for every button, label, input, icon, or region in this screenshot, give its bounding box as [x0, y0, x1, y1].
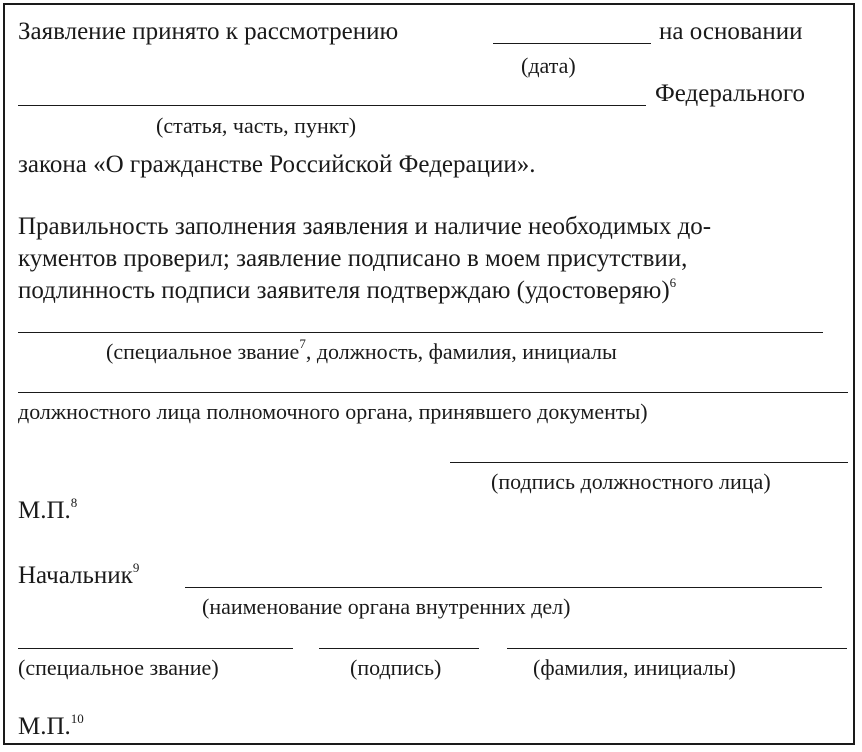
official-name-line[interactable]	[18, 392, 848, 393]
date-line[interactable]	[493, 43, 651, 44]
stamp-label-2: М.П.$^{10}$	[18, 711, 84, 740]
article-caption: (статья, часть, пункт)	[156, 113, 357, 138]
chief-signature-line[interactable]	[319, 648, 479, 649]
federal-text: Федерального	[655, 80, 806, 107]
official-signature-line[interactable]	[450, 462, 848, 463]
chief-label: Начальник$^9$	[18, 560, 140, 589]
verification-line-2: кументов проверил; заявление подписано в моем присутствии,	[18, 245, 688, 272]
footnote-6: 6	[669, 275, 677, 290]
verification-line-3: подлинность подписи заявителя подтверждаю (удостоверяю)$^6$	[18, 275, 677, 304]
footnote-10: 10	[70, 711, 84, 726]
chief-name-caption: (фамилия, инициалы)	[533, 655, 736, 680]
footnote-7: 7	[299, 336, 306, 351]
official-caption-2: должностного лица полномочного органа, принявшего документы)	[18, 399, 648, 424]
chief-org-line[interactable]	[185, 587, 822, 588]
chief-rank-caption: (специальное звание)	[18, 655, 219, 680]
chief-org-caption: (наименование органа внутренних дел)	[202, 594, 571, 619]
on-basis-text: на основании	[659, 18, 803, 45]
official-rank-line[interactable]	[18, 332, 823, 333]
article-line[interactable]	[18, 105, 646, 106]
chief-signature-caption: (подпись)	[350, 655, 442, 680]
footnote-9: 9	[132, 560, 140, 575]
official-caption-1: (специальное звание$^7$, должность, фамилия, инициалы	[106, 336, 617, 364]
chief-rank-line[interactable]	[18, 648, 293, 649]
official-signature-caption: (подпись должностного лица)	[491, 469, 771, 494]
law-text: закона «О гражданстве Российской Федерации».	[18, 151, 536, 178]
application-form-frame	[3, 3, 855, 745]
date-caption: (дата)	[521, 53, 576, 78]
verification-line-1: Правильность заполнения заявления и наличие необходимых до-	[18, 213, 712, 240]
chief-name-line[interactable]	[507, 648, 847, 649]
accepted-text: Заявление принято к рассмотрению	[18, 18, 399, 45]
footnote-8: 8	[70, 495, 78, 510]
stamp-label-1: М.П.$^8$	[18, 495, 78, 524]
